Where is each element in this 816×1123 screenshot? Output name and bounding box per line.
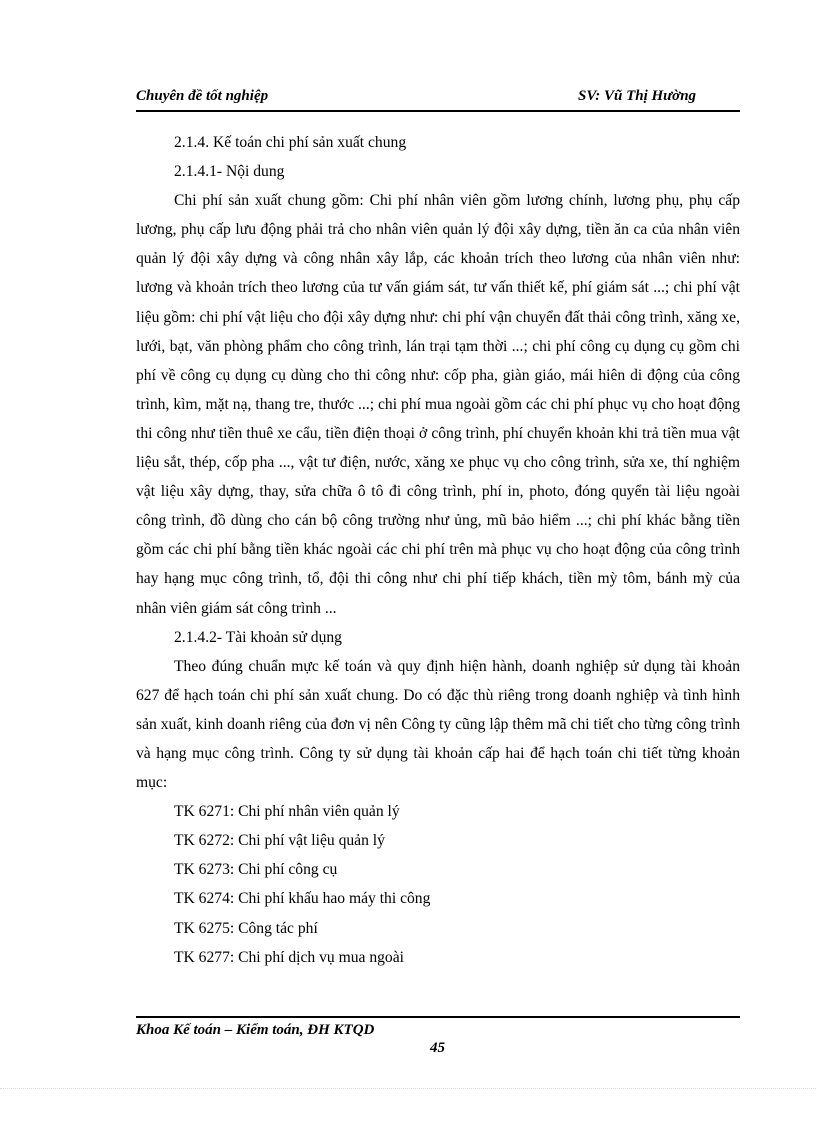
account-item: TK 6275: Công tác phí bbox=[174, 919, 318, 937]
page-edge-divider bbox=[0, 1088, 816, 1089]
body-paragraph-accounts: Theo đúng chuẩn mực kế toán và quy định hiện hành, doanh nghiệp sử dụng tài khoản 627 để hạch toán chi phí sản xuất chung. Do có đặc thù riêng trong doanh nghiệp và tình hình sản xuất, kinh doanh riêng của đơn vị nên Công ty cũng lập thêm mã chi tiết cho từng công trình và hạng mục công trình. Công ty sử dụng tài khoản cấp hai để hạch toán chi tiết từng khoản mục: bbox=[136, 657, 740, 792]
account-item: TK 6273: Chi phí công cụ bbox=[174, 861, 338, 879]
header-student-name: SV: Vũ Thị Hường bbox=[578, 88, 697, 104]
account-item: TK 6274: Chi phí khấu hao máy thi công bbox=[174, 890, 431, 908]
account-item: TK 6272: Chi phí vật liệu quản lý bbox=[174, 832, 385, 850]
section-heading: 2.1.4. Kế toán chi phí sản xuất chung bbox=[174, 134, 407, 151]
header-document-title: Chuyên đề tốt nghiệp bbox=[136, 88, 269, 104]
page-body bbox=[136, 128, 740, 972]
subsection-heading-accounts: 2.1.4.2- Tài khoản sử dụng bbox=[174, 628, 342, 646]
account-item: TK 6277: Chi phí dịch vụ mua ngoài bbox=[174, 948, 404, 966]
page-number: 45 bbox=[430, 1040, 445, 1056]
footer-divider bbox=[136, 1016, 740, 1018]
account-item: TK 6271: Chi phí nhân viên quản lý bbox=[174, 803, 400, 821]
subsection-heading-content: 2.1.4.1- Nội dung bbox=[174, 163, 285, 181]
body-paragraph-content: Chi phí sản xuất chung gồm: Chi phí nhân viên gồm lương chính, lương phụ, phụ cấp lương, phụ cấp lưu động phải trả cho nhân viên quản lý đội xây dựng, tiền ăn ca của nhân viên quản lý đội xây dựng và công nhân xây lắp, các khoản trích theo lương của nhân viên như: lương và khoản trích theo lương của tư vấn giám sát, tư vấn thiết kế, phí giám sát ...; chi phí vật liệu gồm: chi phí vật liệu cho đội xây dựng như: chi phí vận chuyển đất thải công trình, xăng xe, lưới, bạt, văn phòng phẩm cho công trình, lán trại tạm thời ...; chi phí công cụ dụng cụ gồm chi phí về công cụ dụng cụ dùng cho thi công như: cốp pha, giàn giáo, mái hiên di động của công trình, kìm, mặt nạ, thang tre, thước ...; chi phí mua ngoài gồm các chi phí phục vụ cho hoạt động thi công như tiền thuê xe cẩu, tiền điện thoại ở công trình, phí chuyển khoản khi trả tiền mua vật liệu sắt, thép, cốp pha ..., vật tư điện, nước, xăng xe phục vụ cho công trình, sửa xe, thí nghiệm vật liệu xây dựng, thay, sửa chữa ô tô đi công trình, phí in, photo, đóng quyển tài liệu ngoài công trình, đồ dùng cho cán bộ công trường như ủng, mũ bảo hiểm ...; chi phí khác bằng tiền gồm các chi phí bằng tiền khác ngoài các chi phí trên mà phục vụ cho hoạt động của công trình hay hạng mục công trình, tổ, đội thi công như chi phí tiếp khách, tiền mỳ tôm, bánh mỳ của nhân viên giám sát công trình ... bbox=[136, 192, 740, 617]
page-header bbox=[136, 86, 740, 112]
footer-faculty: Khoa Kế toán – Kiểm toán, ĐH KTQD bbox=[136, 1022, 375, 1038]
